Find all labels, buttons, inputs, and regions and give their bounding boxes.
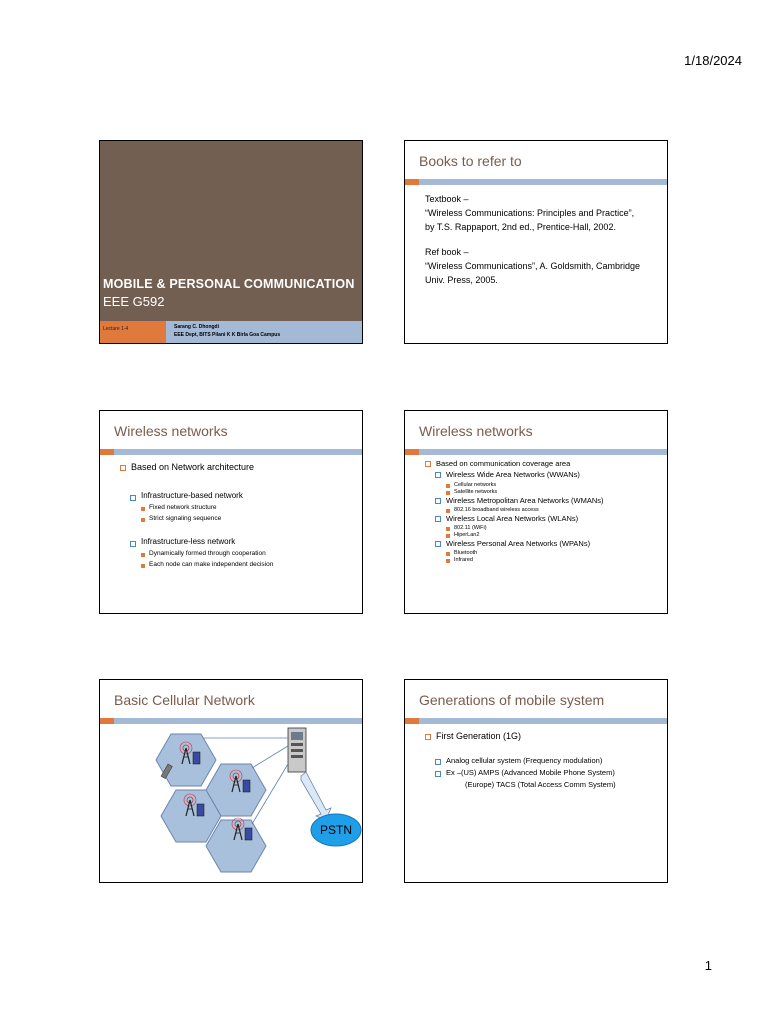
textbook-line: “Wireless Communications: Principles and Practice”, — [425, 207, 635, 218]
slide-books — [404, 140, 668, 344]
bullet: Fixed network structure — [120, 504, 352, 513]
bullet: Wireless Metropolitan Area Networks (WMANs) — [425, 496, 657, 505]
bullet: Ex –(US) AMPS (Advanced Mobile Phone System) — [425, 768, 657, 778]
bullet: Infrared — [425, 557, 657, 564]
link-arrow-icon — [301, 772, 331, 820]
bullet: Analog cellular system (Frequency modulation) — [425, 756, 657, 766]
slide-title — [99, 140, 363, 344]
bullet: Infrastructure-less network — [120, 537, 352, 548]
slide-cellular-network — [99, 679, 363, 883]
page-number: 1 — [704, 958, 712, 973]
bullet: Bluetooth — [425, 550, 657, 557]
textbook-line: by T.S. Rappaport, 2nd ed., Prentice-Hall, 2002. — [425, 221, 616, 232]
bullet: 802.16 broadband wireless access — [425, 507, 657, 514]
bullet: Wireless Wide Area Networks (WWANs) — [425, 470, 657, 479]
switching-center-icon — [288, 728, 306, 772]
author-dept: EEE Dept, BITS Pilani K K Birla Goa Campus — [174, 332, 281, 338]
bullet: Based on Network architecture — [120, 461, 352, 473]
cellular-diagram — [100, 724, 363, 883]
bullet-continuation: (Europe) TACS (Total Access Comm System) — [465, 780, 616, 790]
slide-heading: Wireless networks — [419, 423, 533, 439]
course-code: EEE G592 — [103, 294, 165, 309]
slide-heading: Basic Cellular Network — [114, 692, 255, 708]
bullet: Wireless Personal Area Networks (WPANs) — [425, 539, 657, 548]
bullet: 802.11 (WiFi) — [425, 525, 657, 532]
bullet: Strict signaling sequence — [120, 515, 352, 524]
refbook-label: Ref book – — [425, 246, 469, 257]
textbook-label: Textbook – — [425, 194, 469, 204]
bullet: Based on communication coverage area — [425, 459, 657, 468]
author-block — [166, 321, 362, 344]
refbook-line: “Wireless Communications”, A. Goldsmith, Cambridge — [425, 260, 641, 271]
slide-wireless-architecture — [99, 410, 363, 614]
refbook-line: Univ. Press, 2005. — [425, 274, 498, 285]
bullet: First Generation (1G) — [425, 730, 657, 742]
slide-heading: Books to refer to — [419, 153, 522, 169]
bullet: Wireless Local Area Networks (WLANs) — [425, 514, 657, 523]
author-name: Sarang C. Dhongdi — [174, 324, 219, 330]
title-bar — [100, 449, 362, 455]
hex-cells — [156, 734, 266, 872]
title-bar — [405, 718, 667, 724]
title-bar — [405, 179, 667, 185]
bullet: Cellular networks — [425, 482, 657, 489]
slide-date: 1/18/2024 — [684, 53, 742, 68]
lecture-label: Lecture 1-4 — [100, 321, 166, 344]
slide-mobile-generations — [404, 679, 668, 883]
bullet: HiperLan2 — [425, 532, 657, 539]
slide-heading: Wireless networks — [114, 423, 228, 439]
bullet: Infrastructure-based network — [120, 491, 352, 502]
slide-heading: Generations of mobile system — [419, 692, 605, 708]
bullet: Each node can make independent decision — [120, 561, 352, 570]
course-title: MOBILE & PERSONAL COMMUNICATION — [103, 277, 355, 291]
hex-cell — [206, 820, 266, 872]
title-bar — [405, 449, 667, 455]
slide-wireless-coverage — [404, 410, 668, 614]
bullet: Satellite networks — [425, 489, 657, 496]
pstn-label: PSTN — [319, 823, 353, 837]
bullet: Dynamically formed through cooperation — [120, 550, 352, 559]
